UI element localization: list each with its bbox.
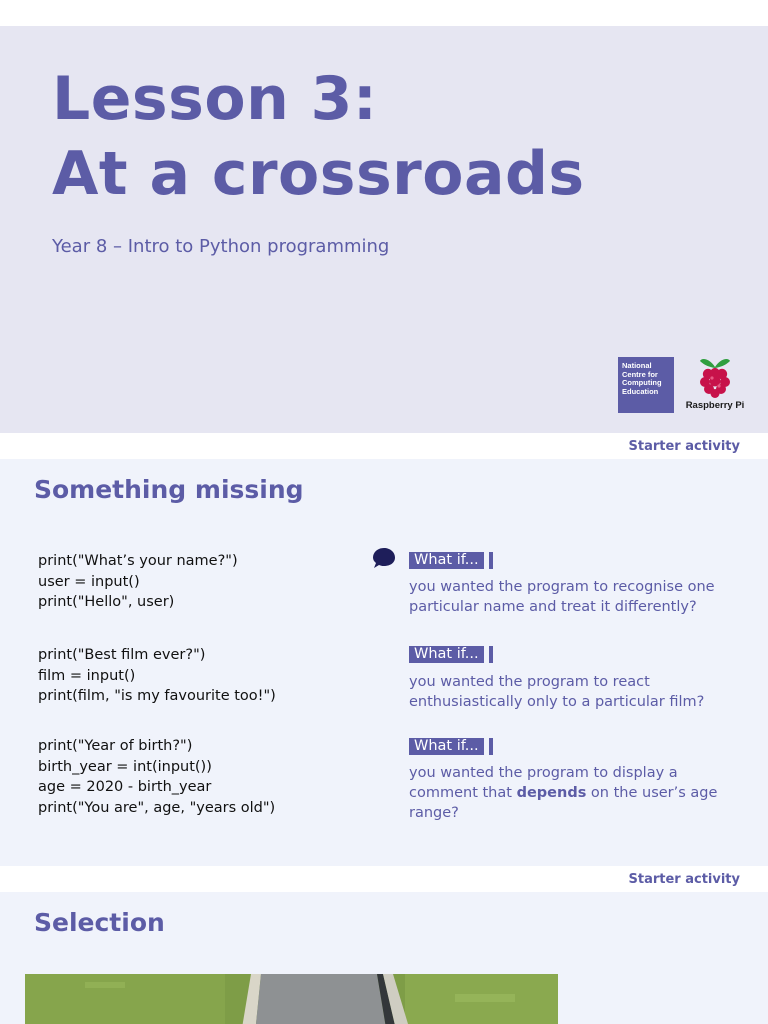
lesson-title bbox=[52, 62, 585, 212]
what-if-label: What if... bbox=[409, 552, 484, 569]
something-missing-slide bbox=[0, 459, 768, 866]
lesson-subtitle: Year 8 – Intro to Python programming bbox=[52, 236, 390, 257]
slide-tag-bar bbox=[0, 866, 768, 892]
what-if-label: What if... bbox=[409, 646, 484, 663]
slide-heading: Selection bbox=[34, 908, 165, 937]
starter-activity-tag: Starter activity bbox=[628, 872, 740, 887]
slide-heading: Something missing bbox=[34, 475, 304, 504]
answer-text: you wanted the program to display a comment that bbox=[409, 765, 678, 801]
ncce-logo-line: Education bbox=[622, 386, 659, 396]
starter-activity-tag: Starter activity bbox=[628, 439, 740, 454]
code-block-name: print("What’s your name?") user = input() print("Hello", user) bbox=[38, 553, 238, 610]
selection-slide bbox=[0, 892, 768, 1024]
answer-text: on the user’s age range? bbox=[409, 785, 718, 821]
lesson-title-line1: Lesson 3: bbox=[52, 64, 378, 134]
code-block-film: print("Best film ever?") film = input() print(film, "is my favourite too!") bbox=[38, 647, 276, 704]
code-block-age: print("Year of birth?") birth_year = int(input()) age = 2020 - birth_year print("You are", age, "years old") bbox=[38, 738, 276, 816]
what-if-answer-name: you wanted the program to recognise one particular name and treat it differently? bbox=[409, 579, 715, 615]
raspberry-pi-label: Raspberry Pi bbox=[685, 400, 745, 411]
ncce-logo bbox=[618, 357, 674, 413]
lesson-title-line2: At a crossroads bbox=[52, 139, 585, 209]
what-if-answer-film: you wanted the program to react enthusiastically only to a particular film? bbox=[409, 674, 705, 710]
title-slide bbox=[0, 26, 768, 433]
what-if-label: What if... bbox=[409, 738, 484, 755]
speech-bubble-icon bbox=[372, 547, 397, 571]
what-if-answer-age bbox=[409, 763, 749, 823]
ncce-logo-line: Computing bbox=[622, 378, 662, 387]
answer-emphasis: depends bbox=[516, 785, 587, 801]
road-photo bbox=[25, 974, 558, 1024]
ncce-logo-line: Centre for bbox=[622, 369, 658, 379]
ncce-logo-line: National bbox=[622, 361, 652, 370]
raspberry-pi-logo bbox=[684, 355, 746, 415]
raspberry-icon bbox=[696, 355, 734, 399]
slide-tag-bar bbox=[0, 433, 768, 459]
